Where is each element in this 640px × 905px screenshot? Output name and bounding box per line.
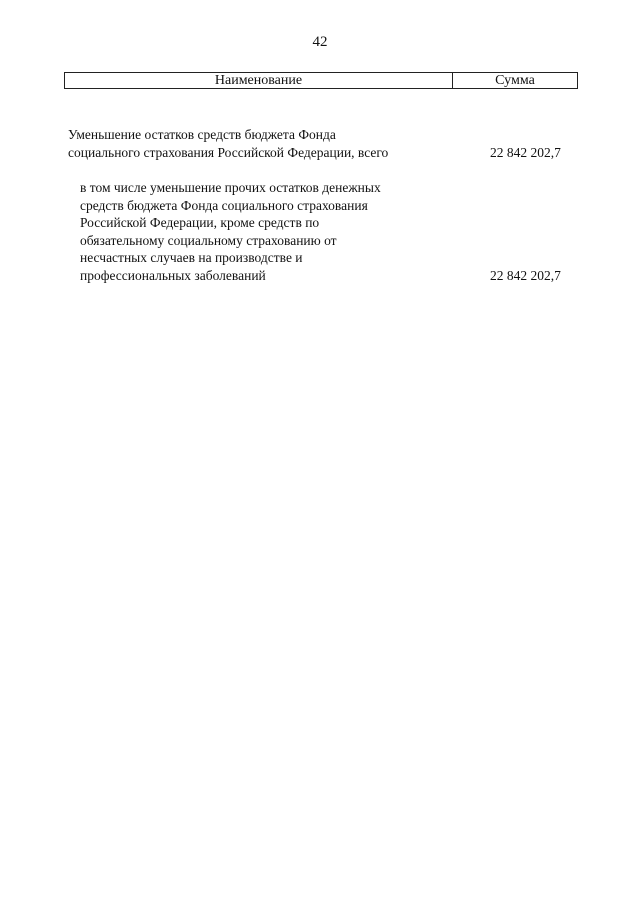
row-sum: 22 842 202,7	[490, 145, 561, 160]
table-header	[64, 72, 578, 89]
row-name: Уменьшение остатков средств бюджета Фонда социального страхования Российской Федерации, всего	[68, 127, 389, 160]
column-header-sum: Сумма	[495, 73, 535, 88]
page-number: 42	[312, 34, 328, 50]
row-name: в том числе уменьшение прочих остатков денежных средств бюджета Фонда социального страхования Российской Федерации, кроме средств по обязательному социальному страхованию от несчастных случаев на производстве и профессиональных заболеваний	[80, 180, 381, 283]
column-header-name: Наименование	[65, 73, 453, 88]
row-sum: 22 842 202,7	[490, 268, 561, 283]
